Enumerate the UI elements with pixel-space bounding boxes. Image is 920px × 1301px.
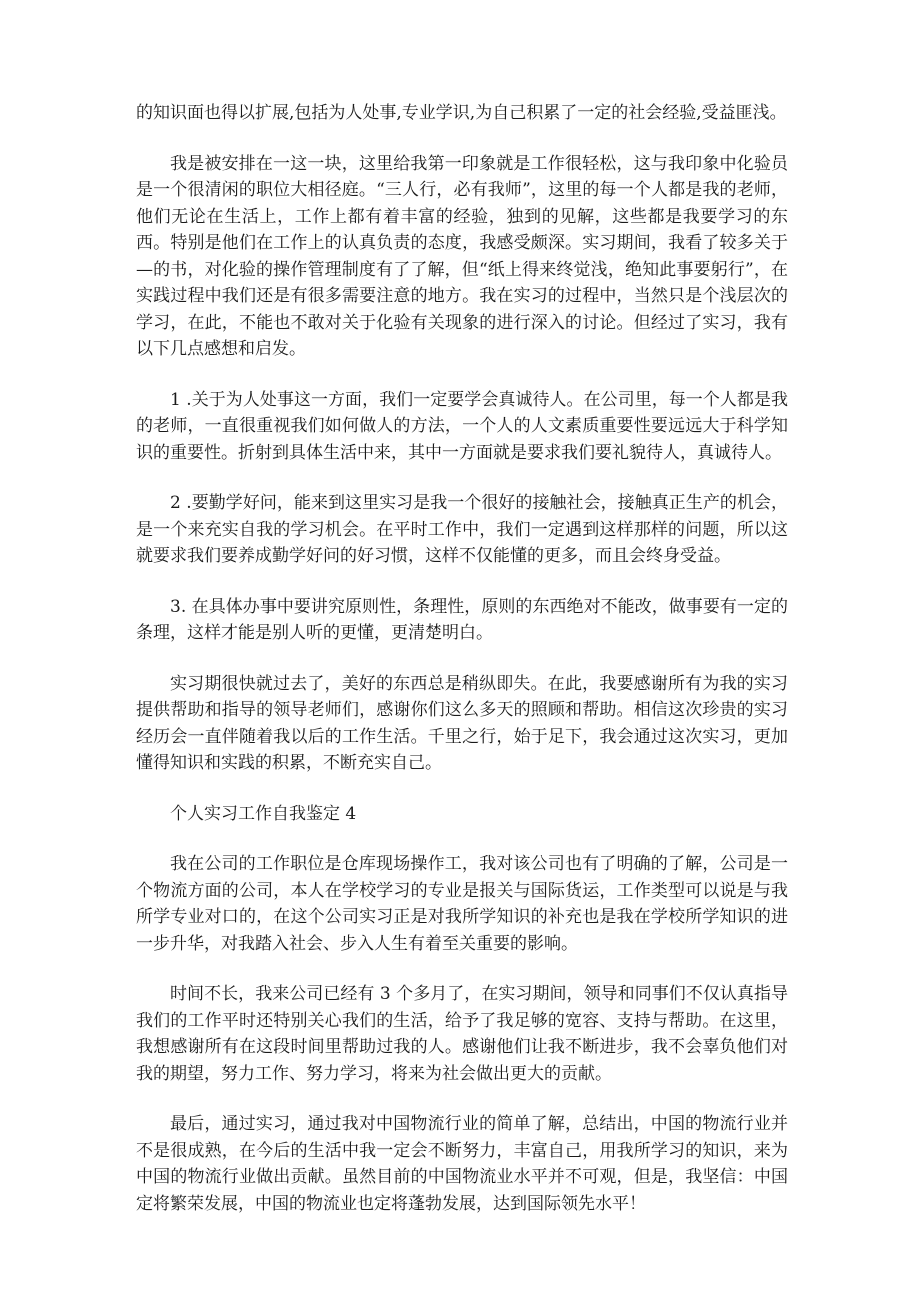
section-title: 个人实习工作自我鉴定 4 bbox=[170, 803, 357, 824]
paragraph-point-1: 1 .关于为人处事这一方面，我们一定要学会真诚待人。在公司里，每一个人都是我的老师，一直很重视我们如何做人的方法，一个人的人文素质重要性要远远大于科学知识的重要性。折射到具体生活中来，其中一方面就是要求我们要礼貌待人，真诚待人。 bbox=[136, 389, 788, 463]
document-body bbox=[136, 100, 788, 1241]
paragraph-job-position: 我在公司的工作职位是仓库现场操作工，我对该公司也有了明确的了解，公司是一个物流方面的公司，本人在学校学习的专业是报关与国际货运，工作类型可以说是与我所学专业对口的，在这个公司实习正是对我所学知识的补充也是我在学校所学知识的进一步升华，对我踏入社会、步入人生有着至关重要的影响。 bbox=[136, 854, 788, 954]
paragraph-point-3: 3. 在具体办事中要讲究原则性，条理性，原则的东西绝对不能改，做事要有一定的条理，这样才能是别人听的更懂，更清楚明白。 bbox=[136, 596, 788, 643]
paragraph-conclusion: 实习期很快就过去了，美好的东西总是稍纵即失。在此，我要感谢所有为我的实习提供帮助和指导的领导老师们，感谢你们这么多天的照顾和帮助。相信这次珍贵的实习经历会一直伴随着我以后的工作生活。千里之行，始于足下，我会通过这次实习，更加懂得知识和实践的积累，不断充实自己。 bbox=[136, 673, 788, 773]
paragraph-continued: 的知识面也得以扩展,包括为人处事,专业学识,为自己积累了一定的社会经验,受益匪浅。 bbox=[136, 103, 787, 123]
paragraph-gratitude: 时间不长，我来公司已经有 3 个多月了，在实习期间，领导和同事们不仅认真指导我们的工作平时还特别关心我们的生活，给予了我足够的宽容、支持与帮助。在这里，我想感谢所有在这段时间里帮助过我的人。感谢他们让我不断进步，我不会辜负他们对我的期望，努力工作、努力学习，将来为社会做出更大的贡献。 bbox=[136, 984, 788, 1084]
paragraph-internship-intro: 我是被安排在一这一块，这里给我第一印象就是工作很轻松，这与我印象中化验员是一个很清闲的职位大相径庭。“三人行，必有我师”，这里的每一个人都是我的老师，他们无论在生活上，工作上都有着丰富的经验，独到的见解，这些都是我要学习的东西。特别是他们在工作上的认真负责的态度，我感受颇深。实习期间，我看了较多关于—的书，对化验的操作管理制度有了了解，但“纸上得来终觉浅，绝知此事要躬行”，在实践过程中我们还是有很多需要注意的地方。我在实习的过程中，当然只是个浅层次的学习，在此，不能也不敢对关于化验有关现象的进行深入的讨论。但经过了实习，我有以下几点感想和启发。 bbox=[136, 153, 788, 359]
paragraph-point-2: 2 .要勤学好问，能来到这里实习是我一个很好的接触社会，接触真正生产的机会，是一个来充实自我的学习机会。在平时工作中，我们一定遇到这样那样的问题，所以这就要求我们要养成勤学好问的好习惯，这样不仅能懂的更多，而且会终身受益。 bbox=[136, 493, 788, 566]
paragraph-final: 最后，通过实习，通过我对中国物流行业的简单了解，总结出，中国的物流行业并不是很成熟，在今后的生活中我一定会不断努力，丰富自己，用我所学习的知识，来为中国的物流行业做出贡献。虽然目前的中国物流业水平并不可观，但是，我坚信：中国定将繁荣发展，中国的物流业也定将蓬勃发展，达到国际领先水平！ bbox=[136, 1114, 788, 1214]
